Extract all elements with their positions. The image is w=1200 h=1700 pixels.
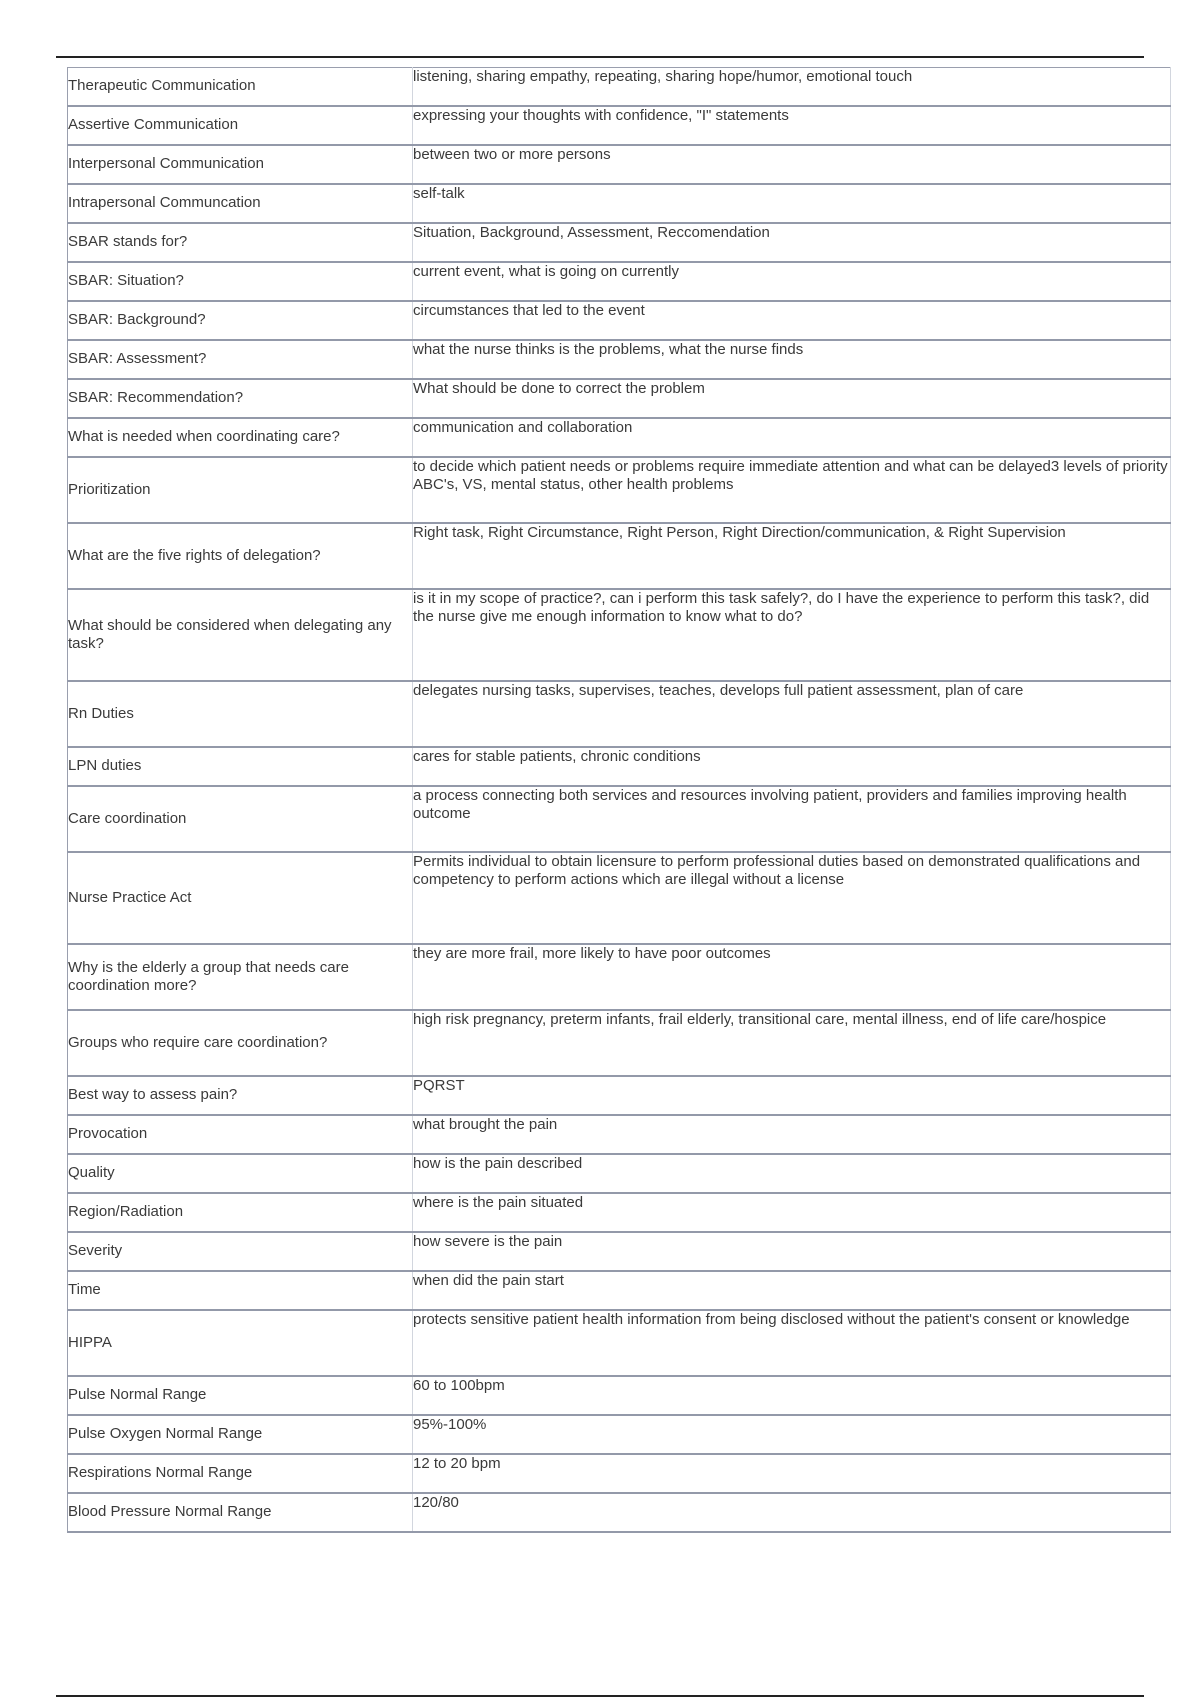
definition-cell: [413, 184, 1171, 223]
definition-text: high risk pregnancy, preterm infants, frail elderly, transitional care, mental illness, end of life care/hospice: [413, 1010, 1107, 1028]
definition-cell: [413, 457, 1171, 523]
term-cell: [68, 1310, 413, 1376]
term-text: Interpersonal Communication: [68, 155, 264, 172]
definition-text: when did the pain start: [413, 1271, 564, 1289]
term-text: LPN duties: [68, 757, 142, 774]
definition-cell: [413, 379, 1171, 418]
table-row: [68, 1271, 1171, 1310]
definition-cell: [413, 1415, 1171, 1454]
term-cell: [68, 301, 413, 340]
term-cell: [68, 457, 413, 523]
definition-text: delegates nursing tasks, supervises, teaches, develops full patient assessment, plan of care: [413, 681, 1024, 699]
term-cell: [68, 747, 413, 786]
term-text: What should be considered when delegating any task?: [68, 616, 392, 652]
table-row: [68, 589, 1171, 681]
term-text: Therapeutic Communication: [68, 77, 256, 95]
term-cell: [68, 68, 413, 106]
definition-text: PQRST: [413, 1076, 465, 1094]
term-cell: [68, 1454, 413, 1493]
flashcard-table: [67, 67, 1171, 1533]
table-row: [68, 1415, 1171, 1454]
definition-text: to decide which patient needs or problems require immediate attention and what can be delayed3 levels of priority ABC's, VS, mental status, other health problems: [413, 457, 1168, 493]
definition-text: 60 to 100bpm: [413, 1376, 505, 1394]
definition-cell: [413, 1076, 1171, 1115]
table-row: [68, 301, 1171, 340]
term-cell: [68, 1271, 413, 1310]
definition-cell: [413, 340, 1171, 379]
table-row: [68, 1010, 1171, 1076]
definition-cell: [413, 589, 1171, 681]
term-text: Pulse Normal Range: [68, 1386, 207, 1403]
definition-cell: [413, 1232, 1171, 1271]
definition-cell: [413, 1154, 1171, 1193]
definition-text: Permits individual to obtain licensure to perform professional duties based on demonstrated qualifications and competency to perform actions which are illegal without a license: [413, 852, 1141, 888]
table-row: [68, 1310, 1171, 1376]
definition-cell: [413, 1310, 1171, 1376]
term-cell: [68, 1010, 413, 1076]
term-text: Prioritization: [68, 480, 151, 498]
term-cell: [68, 262, 413, 301]
table-row: [68, 1076, 1171, 1115]
table-row: [68, 223, 1171, 262]
table-row: [68, 944, 1171, 1010]
term-text: Care coordination: [68, 809, 187, 827]
term-text: What is needed when coordinating care?: [68, 428, 340, 445]
definition-cell: [413, 1010, 1171, 1076]
term-text: What are the five rights of delegation?: [68, 546, 321, 564]
term-cell: [68, 1493, 413, 1532]
term-cell: [68, 589, 413, 681]
term-text: Quality: [68, 1164, 115, 1181]
bottom-rule: [56, 1695, 1144, 1697]
definition-cell: [413, 786, 1171, 852]
table-row: [68, 184, 1171, 223]
flashcard-table-body: [68, 68, 1171, 1532]
table-row: [68, 145, 1171, 184]
term-text: Nurse Practice Act: [68, 888, 192, 906]
definition-text: they are more frail, more likely to have poor outcomes: [413, 944, 771, 962]
table-row: [68, 1232, 1171, 1271]
definition-cell: [413, 523, 1171, 589]
term-cell: [68, 379, 413, 418]
term-text: SBAR: Assessment?: [68, 350, 207, 367]
term-text: Severity: [68, 1242, 123, 1259]
table-row: [68, 1376, 1171, 1415]
definition-text: cares for stable patients, chronic conditions: [413, 747, 701, 765]
table-row: [68, 457, 1171, 523]
term-cell: [68, 523, 413, 589]
definition-cell: [413, 944, 1171, 1010]
table-row: [68, 1193, 1171, 1232]
term-text: Why is the elderly a group that needs care coordination more?: [68, 958, 349, 994]
definition-text: Right task, Right Circumstance, Right Person, Right Direction/communication, & Right Supervision: [413, 523, 1066, 541]
term-cell: [68, 681, 413, 747]
definition-text: self-talk: [413, 184, 465, 202]
definition-cell: [413, 681, 1171, 747]
definition-cell: [413, 68, 1171, 106]
term-text: HIPPA: [68, 1333, 112, 1351]
table-row: [68, 1493, 1171, 1532]
table-row: [68, 68, 1171, 106]
term-text: Best way to assess pain?: [68, 1086, 238, 1103]
definition-text: listening, sharing empathy, repeating, sharing hope/humor, emotional touch: [413, 68, 913, 85]
term-text: Intrapersonal Communcation: [68, 194, 261, 211]
definition-text: what the nurse thinks is the problems, what the nurse finds: [413, 340, 804, 358]
table-row: [68, 379, 1171, 418]
term-cell: [68, 340, 413, 379]
definition-text: What should be done to correct the problem: [413, 379, 705, 397]
definition-cell: [413, 852, 1171, 944]
definition-text: a process connecting both services and resources involving patient, providers and families improving health outcome: [413, 786, 1127, 822]
definition-cell: [413, 418, 1171, 457]
definition-text: how severe is the pain: [413, 1232, 563, 1250]
definition-text: expressing your thoughts with confidence, "I" statements: [413, 106, 789, 124]
definition-text: current event, what is going on currently: [413, 262, 679, 280]
term-text: Region/Radiation: [68, 1203, 184, 1220]
definition-text: 95%-100%: [413, 1415, 487, 1433]
table-row: [68, 681, 1171, 747]
term-text: SBAR: Background?: [68, 311, 206, 328]
term-text: Groups who require care coordination?: [68, 1033, 328, 1051]
term-cell: [68, 1115, 413, 1154]
definition-text: how is the pain described: [413, 1154, 583, 1172]
term-cell: [68, 1415, 413, 1454]
definition-cell: [413, 1493, 1171, 1532]
table-row: [68, 852, 1171, 944]
term-text: Pulse Oxygen Normal Range: [68, 1425, 263, 1442]
table-row: [68, 1454, 1171, 1493]
definition-text: 120/80: [413, 1493, 459, 1511]
term-cell: [68, 1076, 413, 1115]
term-cell: [68, 852, 413, 944]
term-text: Rn Duties: [68, 704, 134, 722]
definition-cell: [413, 301, 1171, 340]
table-row: [68, 1115, 1171, 1154]
term-text: SBAR: Situation?: [68, 272, 184, 289]
definition-cell: [413, 262, 1171, 301]
definition-cell: [413, 1376, 1171, 1415]
term-cell: [68, 1154, 413, 1193]
term-cell: [68, 418, 413, 457]
definition-text: is it in my scope of practice?, can i perform this task safely?, do I have the experience to perform this task?, did the nurse give me enough information to know what to do?: [413, 589, 1150, 625]
term-text: SBAR stands for?: [68, 233, 188, 250]
definition-cell: [413, 1271, 1171, 1310]
top-rule: [56, 56, 1144, 58]
term-text: Respirations Normal Range: [68, 1464, 253, 1481]
definition-text: circumstances that led to the event: [413, 301, 645, 319]
table-row: [68, 1154, 1171, 1193]
definition-text: 12 to 20 bpm: [413, 1454, 501, 1472]
term-text: Provocation: [68, 1125, 148, 1142]
table-row: [68, 523, 1171, 589]
term-cell: [68, 1232, 413, 1271]
definition-text: between two or more persons: [413, 145, 611, 163]
table-row: [68, 747, 1171, 786]
definition-text: what brought the pain: [413, 1115, 558, 1133]
definition-text: Situation, Background, Assessment, Reccomendation: [413, 223, 770, 241]
term-cell: [68, 184, 413, 223]
term-cell: [68, 106, 413, 145]
term-cell: [68, 145, 413, 184]
definition-cell: [413, 145, 1171, 184]
definition-cell: [413, 106, 1171, 145]
term-cell: [68, 1193, 413, 1232]
definition-cell: [413, 747, 1171, 786]
term-cell: [68, 786, 413, 852]
definition-cell: [413, 1454, 1171, 1493]
definition-cell: [413, 1193, 1171, 1232]
table-row: [68, 262, 1171, 301]
term-text: Blood Pressure Normal Range: [68, 1503, 272, 1520]
table-row: [68, 106, 1171, 145]
table-row: [68, 340, 1171, 379]
definition-text: protects sensitive patient health information from being disclosed without the patient's consent or knowledge: [413, 1310, 1130, 1328]
table-row: [68, 786, 1171, 852]
definition-text: where is the pain situated: [413, 1193, 584, 1211]
definition-cell: [413, 1115, 1171, 1154]
definition-text: communication and collaboration: [413, 418, 633, 436]
term-cell: [68, 944, 413, 1010]
term-text: Assertive Communication: [68, 116, 239, 133]
term-text: SBAR: Recommendation?: [68, 389, 244, 406]
term-cell: [68, 1376, 413, 1415]
table-row: [68, 418, 1171, 457]
term-text: Time: [68, 1281, 101, 1298]
definition-cell: [413, 223, 1171, 262]
term-cell: [68, 223, 413, 262]
